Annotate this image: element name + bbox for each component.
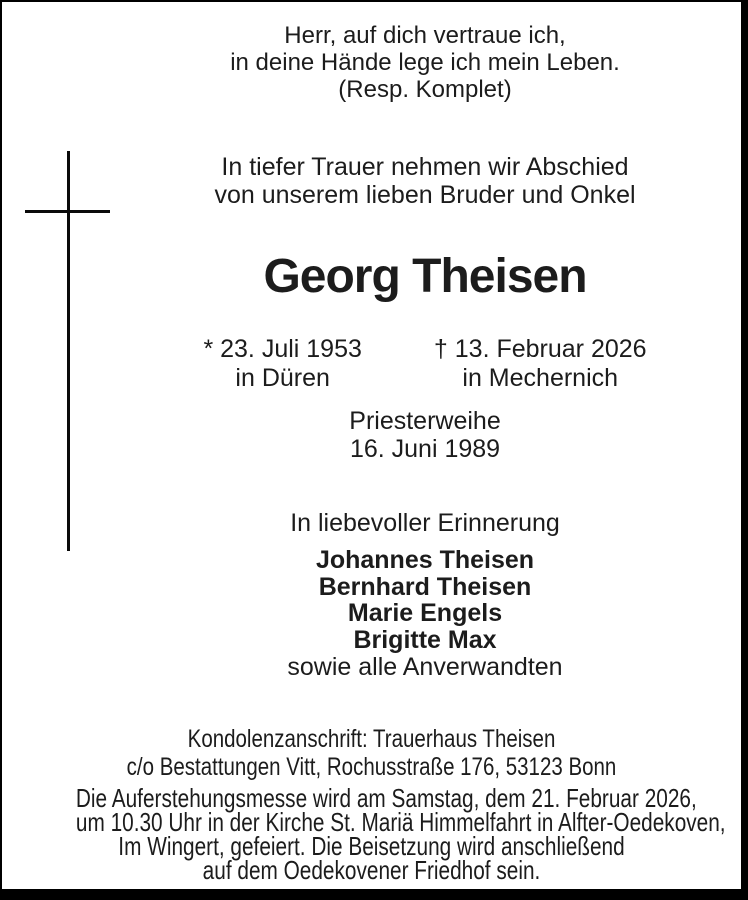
epigraph — [102, 22, 748, 103]
birth-place: in Düren — [235, 364, 330, 392]
intro-line-1: In tiefer Trauer nehmen wir Abschied — [221, 153, 629, 181]
death-date-line — [434, 335, 647, 364]
death-info — [434, 335, 647, 393]
cross-horizontal-bar — [25, 210, 110, 213]
condolence-line-2: c/o Bestattungen Vitt, Rochusstraße 176, 53123 Bonn — [126, 752, 617, 781]
funeral-service-info — [75, 783, 726, 885]
ordination-date: 16. Juni 1989 — [349, 435, 501, 463]
mourner-name: Marie Engels — [347, 599, 503, 627]
ordination-label: Priesterweihe — [349, 407, 501, 435]
ordination-info — [102, 407, 748, 463]
epigraph-line-1: Herr, auf dich vertraue ich, — [284, 22, 566, 49]
life-dates — [102, 335, 748, 393]
intro-text — [102, 153, 748, 209]
service-line-4: auf dem Oedekovener Friedhof sein. — [202, 855, 541, 885]
birth-date: 23. Juli 1953 — [220, 335, 362, 363]
mourner-name: Bernhard Theisen — [318, 572, 532, 601]
service-line-2: um 10.30 Uhr in der Kirche St. Mariä Himmelfahrt in Alfter-Oedekoven, — [75, 807, 726, 837]
condolence-line-1: Kondolenzanschrift: Trauerhaus Theisen — [187, 725, 556, 753]
death-symbol: † — [433, 335, 448, 363]
remembrance-heading: In liebevoller Erinnerung — [290, 509, 560, 537]
birth-symbol: * — [203, 335, 214, 363]
deceased-name: Georg Theisen — [263, 250, 587, 303]
condolence-address — [69, 726, 675, 781]
notice-footer — [2, 725, 741, 885]
birth-info — [203, 335, 361, 393]
epigraph-attribution: (Resp. Komplet) — [338, 76, 512, 103]
mourner-name: Brigitte Max — [353, 625, 497, 654]
death-place: in Mechernich — [462, 364, 619, 392]
service-line-3: Im Wingert, gefeiert. Die Beisetzung wird anschließend — [118, 831, 625, 861]
mourners-suffix: sowie alle Anverwandten — [287, 653, 563, 681]
service-line-1: Die Auferstehungsmesse wird am Samstag, dem 21. Februar 2026, — [75, 783, 697, 813]
death-date: 13. Februar 2026 — [454, 335, 647, 363]
notice-body — [102, 22, 748, 681]
mourner-name: Johannes Theisen — [315, 546, 535, 574]
intro-line-2: von unserem lieben Bruder und Onkel — [214, 181, 636, 209]
epigraph-line-2: in deine Hände lege ich mein Leben. — [230, 49, 620, 76]
mourners-list — [102, 547, 748, 653]
birth-date-line — [203, 335, 361, 364]
